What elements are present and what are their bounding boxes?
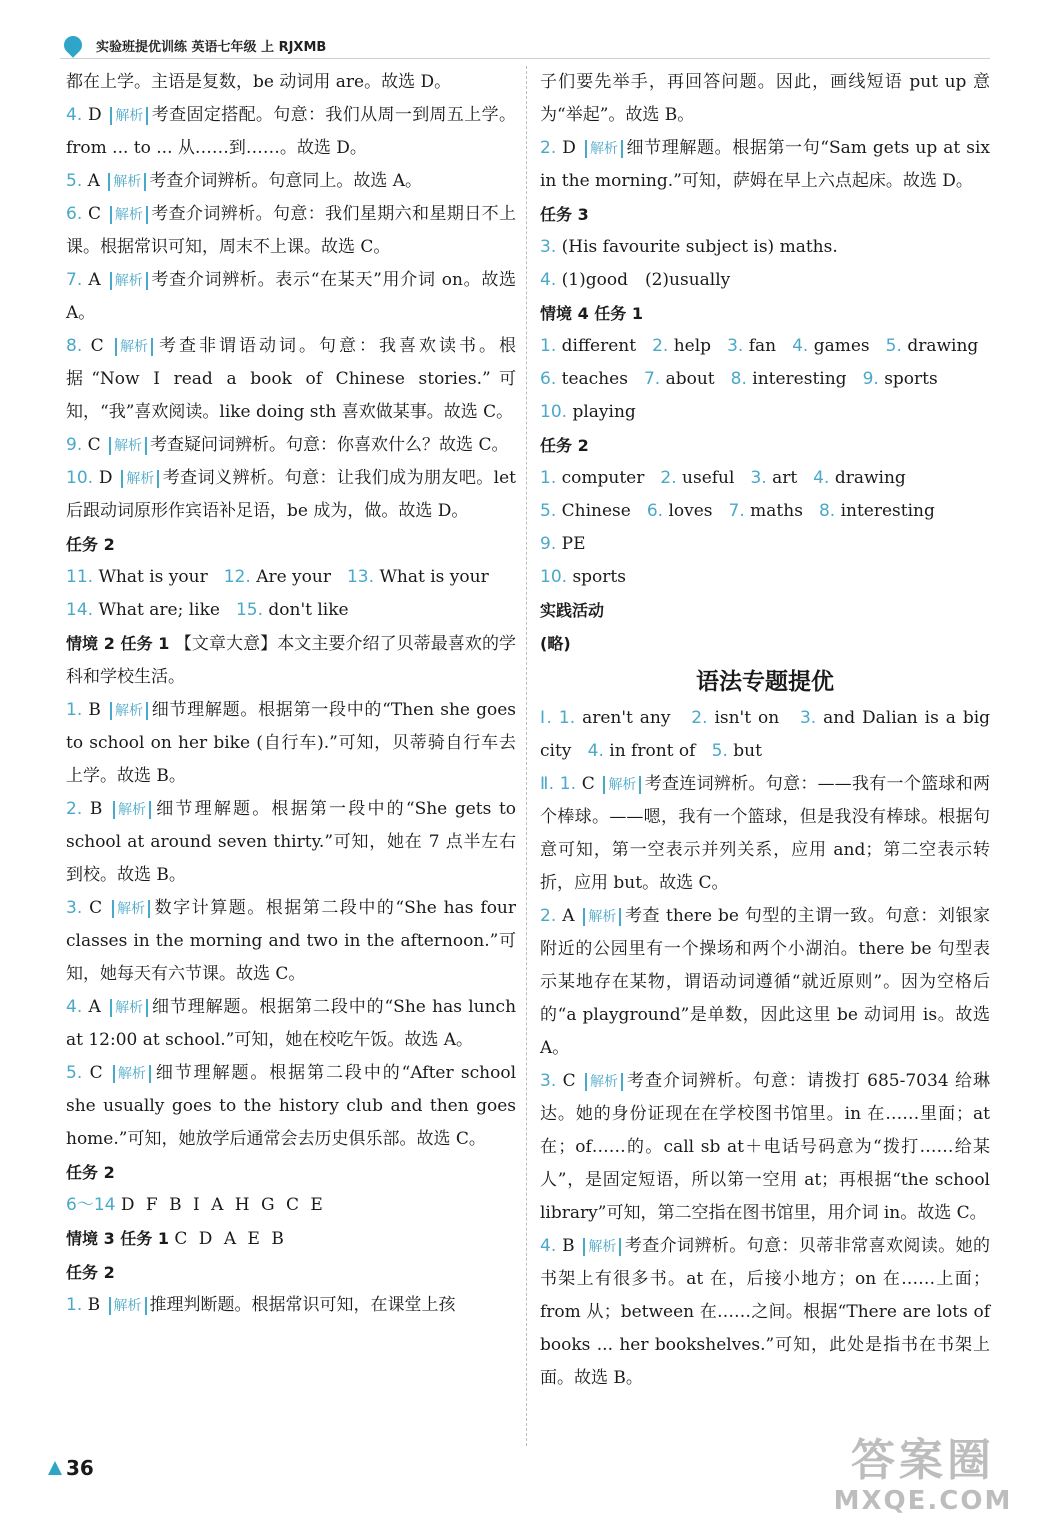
header-title: 实验班提优训练 英语七年级 上 RJXMB: [96, 39, 327, 55]
omitted-note: (略): [540, 634, 571, 653]
answer-item: 1. B 解析 细节理解题。根据第一段中的“Then she goes to school on her bike (自行车).”可知，贝蒂骑自行车去上学。故选 B。: [66, 700, 517, 786]
page-header: [60, 32, 990, 59]
answer-row: 11. What is your 12. Are your 13. What is your: [66, 567, 489, 587]
answer-row: 5. Chinese 6. loves 7. maths 8. interesting 9. PE: [540, 501, 935, 554]
section-heading: 任务 3: [540, 205, 589, 224]
analysis-tag: 解析: [110, 999, 148, 1017]
section-heading: 情境 4 任务 1: [540, 304, 643, 323]
section-heading: 任务 2: [540, 436, 589, 455]
answer-item: 4. (1)good (2)usually: [540, 270, 731, 290]
continued-text: 子们要先举手，再回答问题。因此，画线短语 put up 意为“举起”。故选 B。: [540, 72, 990, 125]
answer-item: 7. A 解析 考查介词辨析。表示“在某天”用介词 on。故选 A。: [66, 270, 517, 323]
analysis-tag: 解析: [110, 107, 148, 125]
answer-item: Ⅱ. 1. C 解析 考查连词辨析。句意：——我有一个篮球和两个棒球。——嗯，我有一个篮球，但是我没有棒球。根据句意可知，第一空表示并列关系，应用 and；第二空表示转折，应用 but。故选 C。: [540, 774, 991, 893]
analysis-tag: 解析: [113, 1065, 151, 1083]
analysis-tag: 解析: [583, 1238, 621, 1256]
answer-row: 6. teaches 7. about 8. interesting 9. sports: [540, 369, 938, 389]
answer-item: 1. B 解析 推理判断题。根据常识可知，在课堂上孩: [66, 1295, 456, 1315]
grammar-title: 语法专题提优: [696, 669, 834, 695]
column-divider: [526, 66, 527, 1446]
answer-item: 5. A 解析 考查介词辨析。句意同上。故选 A。: [66, 171, 423, 191]
answer-item: 8. C 解析 考查非谓语动词。句意：我喜欢读书。根据“Now I read a book of Chinese stories.”可知，“我”喜欢阅读。like doing sth 喜欢做某事。故选 C。: [66, 336, 517, 422]
answer-row: 10. sports: [540, 567, 626, 587]
answer-item: 2. D 解析 细节理解题。根据第一句“Sam gets up at six in the morning.”可知，萨姆在早上六点起床。故选 D。: [540, 138, 991, 191]
site-watermark: 答案圈 MXQE.COM: [833, 1435, 1013, 1516]
analysis-tag: 解析: [603, 776, 641, 794]
grammar-part-1: Ⅰ. 1. aren't any 2. isn't on 3. and Dalian is a big city 4. in front of 5. but: [540, 708, 991, 761]
analysis-tag: 解析: [109, 1297, 147, 1315]
scenario-intro: 情境 2 任务 1 【文章大意】本文主要介绍了贝蒂最喜欢的学科和学校生活。: [66, 634, 517, 687]
arrow-up-icon: [48, 1461, 62, 1475]
answer-item: 3. C 解析 数字计算题。根据第二段中的“She has four classes in the morning and two in the afternoon.”可知，她每天有六节课。故选 C。: [66, 898, 517, 984]
answer-item: 6. C 解析 考查介词辨析。句意：我们星期六和星期日不上课。根据常识可知，周末不上课。故选 C。: [66, 204, 517, 257]
section-heading: 任务 2: [66, 1263, 115, 1282]
answer-item: 3. (His favourite subject is) maths.: [540, 237, 838, 257]
analysis-tag: 解析: [113, 801, 151, 819]
left-column: [66, 66, 516, 1322]
continued-text: 都在上学。主语是复数，be 动词用 are。故选 D。: [66, 72, 452, 92]
analysis-tag: 解析: [110, 272, 148, 290]
section-heading: 实践活动: [540, 601, 605, 620]
answer-item: 4. D 解析 考查固定搭配。句意：我们从周一到周五上学。from ... to ... 从……到……。故选 D。: [66, 105, 516, 158]
analysis-tag: 解析: [112, 900, 150, 918]
answer-item: 2. A 解析 考查 there be 句型的主谓一致。句意：刘银家附近的公园里有一个操场和两个小湖泊。there be 句型表示某地存在某物，谓语动词遵循“就近原则”。因为空格后的“a playground”是单数，因此这里 be 动词用 is。故选 A。: [540, 906, 990, 1058]
analysis-tag: 解析: [585, 1073, 623, 1091]
answer-row: 10. playing: [540, 402, 636, 422]
analysis-tag: 解析: [583, 908, 621, 926]
answer-item: 10. D 解析 考查词义辨析。句意：让我们成为朋友吧。let 后跟动词原形作宾语补足语，be 成为，做。故选 D。: [66, 468, 516, 521]
page-number: 36: [48, 1456, 94, 1480]
section-heading: 任务 2: [66, 535, 115, 554]
right-column: [540, 66, 990, 1395]
answer-row: 1. computer 2. useful 3. art 4. drawing: [540, 468, 906, 488]
answer-item: 4. A 解析 细节理解题。根据第二段中的“She has lunch at 12:00 at school.”可知，她在校吃午饭。故选 A。: [66, 997, 517, 1050]
analysis-tag: 解析: [121, 470, 159, 488]
book-logo-icon: [60, 34, 86, 56]
answer-item: 9. C 解析 考查疑问词辨析。句意：你喜欢什么？故选 C。: [66, 435, 509, 455]
section-heading: 任务 2: [66, 1163, 115, 1182]
scenario-answer: 情境 3 任务 1 C D A E B: [66, 1229, 287, 1249]
analysis-tag: 解析: [108, 173, 146, 191]
answer-row: 1. different 2. help 3. fan 4. games 5. drawing: [540, 336, 979, 356]
sequence-answer: 6～14 D F B I A H G C E: [66, 1195, 326, 1215]
analysis-tag: 解析: [109, 437, 147, 455]
answer-item: 5. C 解析 细节理解题。根据第二段中的“After school she usually goes to the history club and then goes home.”可知，她放学后通常会去历史俱乐部。故选 C。: [66, 1063, 517, 1149]
answer-item: 2. B 解析 细节理解题。根据第一段中的“She gets to school at around seven thirty.”可知，她在 7 点半左右到校。故选 B。: [66, 799, 517, 885]
analysis-tag: 解析: [585, 140, 623, 158]
analysis-tag: 解析: [110, 702, 148, 720]
answer-item: 4. B 解析 考查介词辨析。句意：贝蒂非常喜欢阅读。她的书架上有很多书。at 在，后接小地方；on 在……上面；from 从；between 在……之间。根据“There are lots of books ... her bookshelves.”可知，此处是指书在书架上面。故选 B。: [540, 1236, 991, 1388]
analysis-tag: 解析: [110, 206, 148, 224]
answer-item: 3. C 解析 考查介词辨析。句意：请拨打 685-7034 给琳达。她的身份证现在在学校图书馆里。in 在……里面；at 在；of……的。call sb at＋电话号码意为“拨打……给某人”，是固定短语，所以第一空用 at；再根据“the school library”可知，第二空指在图书馆里，用介词 in。故选 C。: [540, 1071, 991, 1223]
analysis-tag: 解析: [115, 338, 153, 356]
answer-row: 14. What are; like 15. don't like: [66, 600, 349, 620]
